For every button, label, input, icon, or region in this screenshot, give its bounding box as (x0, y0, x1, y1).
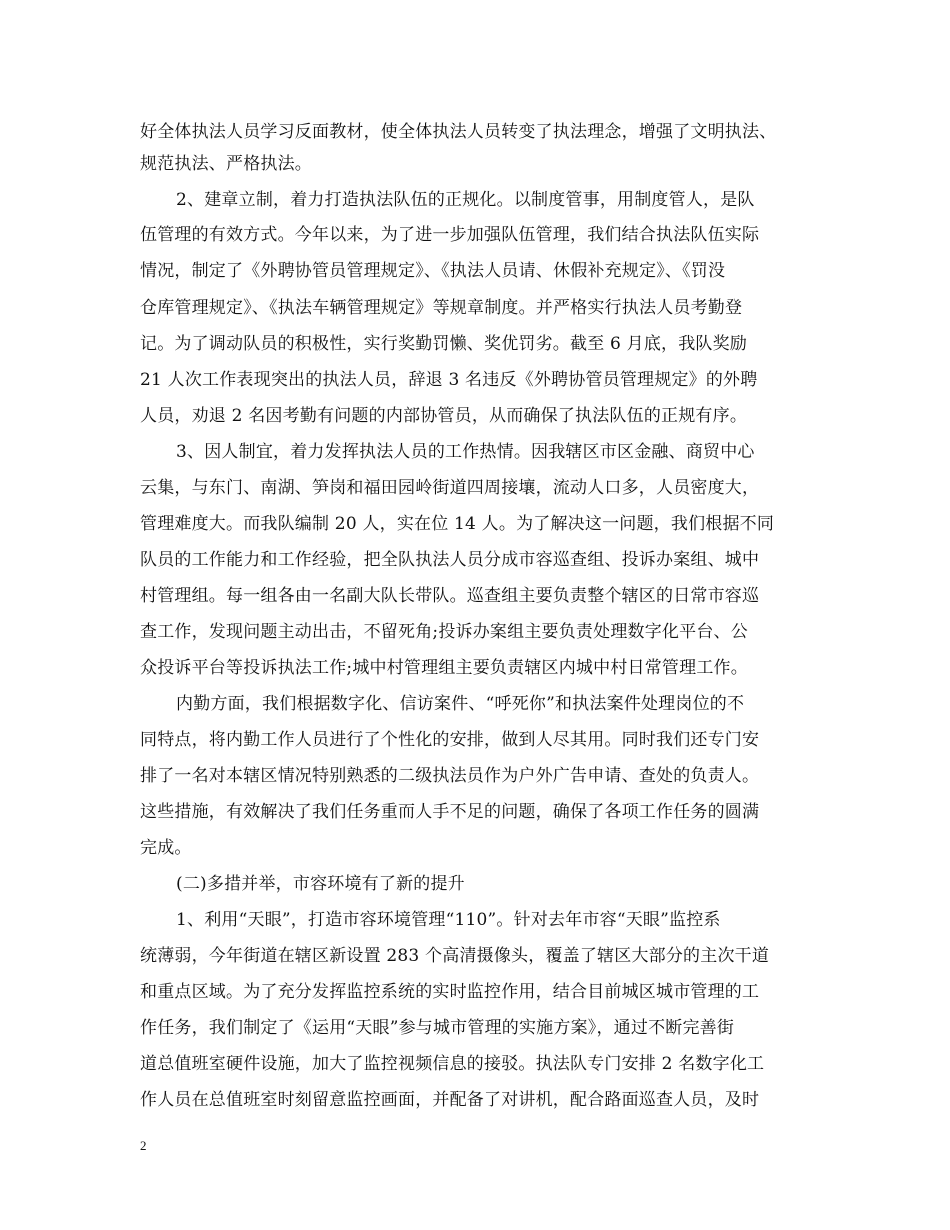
body-text-line: 记。为了调动队员的积极性，实行奖勤罚懒、奖优罚劣。截至 6 月底，我队奖励 (140, 334, 748, 354)
body-text-line: 众投诉平台等投诉执法工作;城中村管理组主要负责辖区内城中村日常管理工作。 (140, 658, 748, 678)
body-text-line: 队员的工作能力和工作经验，把全队执法人员分成市容巡查组、投诉办案组、城中 (140, 550, 760, 570)
body-text-line: 作人员在总值班室时刻留意监控画面，并配备了对讲机，配合路面巡查人员，及时 (140, 1090, 760, 1110)
body-text-line: 道总值班室硬件设施，加大了监控视频信息的接驳。执法队专门安排 2 名数字化工 (140, 1054, 765, 1074)
section-heading: (二)多措并举，市容环境有了新的提升 (176, 874, 465, 894)
body-text-line: 统薄弱，今年街道在辖区新设置 283 个高清摄像头，覆盖了辖区大部分的主次干道 (140, 946, 770, 966)
body-text-line: 同特点，将内勤工作人员进行了个性化的安排，做到人尽其用。同时我们还专门安 (140, 730, 760, 750)
body-text-line: 查工作，发现问题主动出击，不留死角;投诉办案组主要负责处理数字化平台、公 (140, 622, 748, 642)
body-text-line: 这些措施，有效解决了我们任务重而人手不足的问题，确保了各项工作任务的圆满 (140, 802, 760, 822)
body-text-line: 伍管理的有效方式。今年以来，为了进一步加强队伍管理，我们结合执法队伍实际 (140, 225, 760, 245)
body-text-line: 1、利用“天眼”，打造市容环境管理“110”。针对去年市容“天眼”监控系 (176, 910, 721, 930)
body-text-line: 好全体执法人员学习反面教材，使全体执法人员转变了执法理念，增强了文明执法、 (140, 122, 777, 142)
body-text-line: 21 人次工作表现突出的执法人员，辞退 3 名违反《外聘协管员管理规定》的外聘 (140, 370, 758, 390)
body-text-line: 作任务，我们制定了《运用“天眼”参与城市管理的实施方案》，通过不断完善街 (140, 1018, 735, 1038)
body-text-line: 村管理组。每一组各由一名副大队长带队。巡查组主要负责整个辖区的日常市容巡 (140, 586, 760, 606)
body-text-line: 仓库管理规定》、《执法车辆管理规定》等规章制度。并严格实行执法人员考勤登 (140, 298, 743, 318)
body-text-line: 人员，劝退 2 名因考勤有问题的内部协管员，从而确保了执法队伍的正规有序。 (140, 406, 748, 426)
body-text-line: 2、建章立制，着力打造执法队伍的正规化。以制度管事，用制度管人，是队 (176, 190, 755, 210)
body-text-line: 3、因人制宜，着力发挥执法人员的工作热情。因我辖区市区金融、商贸中心 (176, 442, 755, 462)
body-text-line: 规范执法、严格执法。 (140, 154, 312, 174)
body-text-line: 管理难度大。而我队编制 20 人，实在位 14 人。为了解决这一问题，我们根据不同 (140, 514, 775, 534)
body-text-line: 排了一名对本辖区情况特别熟悉的二级执法员作为户外广告申请、查处的负责人。 (140, 766, 760, 786)
body-text-line: 和重点区域。为了充分发挥监控系统的实时监控作用，结合目前城区城市管理的工 (140, 982, 760, 1002)
body-text-line: 内勤方面，我们根据数字化、信访案件、“呼死你”和执法案件处理岗位的不 (176, 694, 745, 714)
body-text-line: 完成。 (140, 838, 192, 858)
body-text-line: 云集，与东门、南湖、笋岗和福田园岭街道四周接壤，流动人口多，人员密度大， (140, 478, 760, 498)
body-text-line: 情况，制定了《外聘协管员管理规定》、《执法人员请、休假补充规定》、《罚没 (140, 261, 726, 281)
page-number: 2 (140, 1138, 147, 1153)
